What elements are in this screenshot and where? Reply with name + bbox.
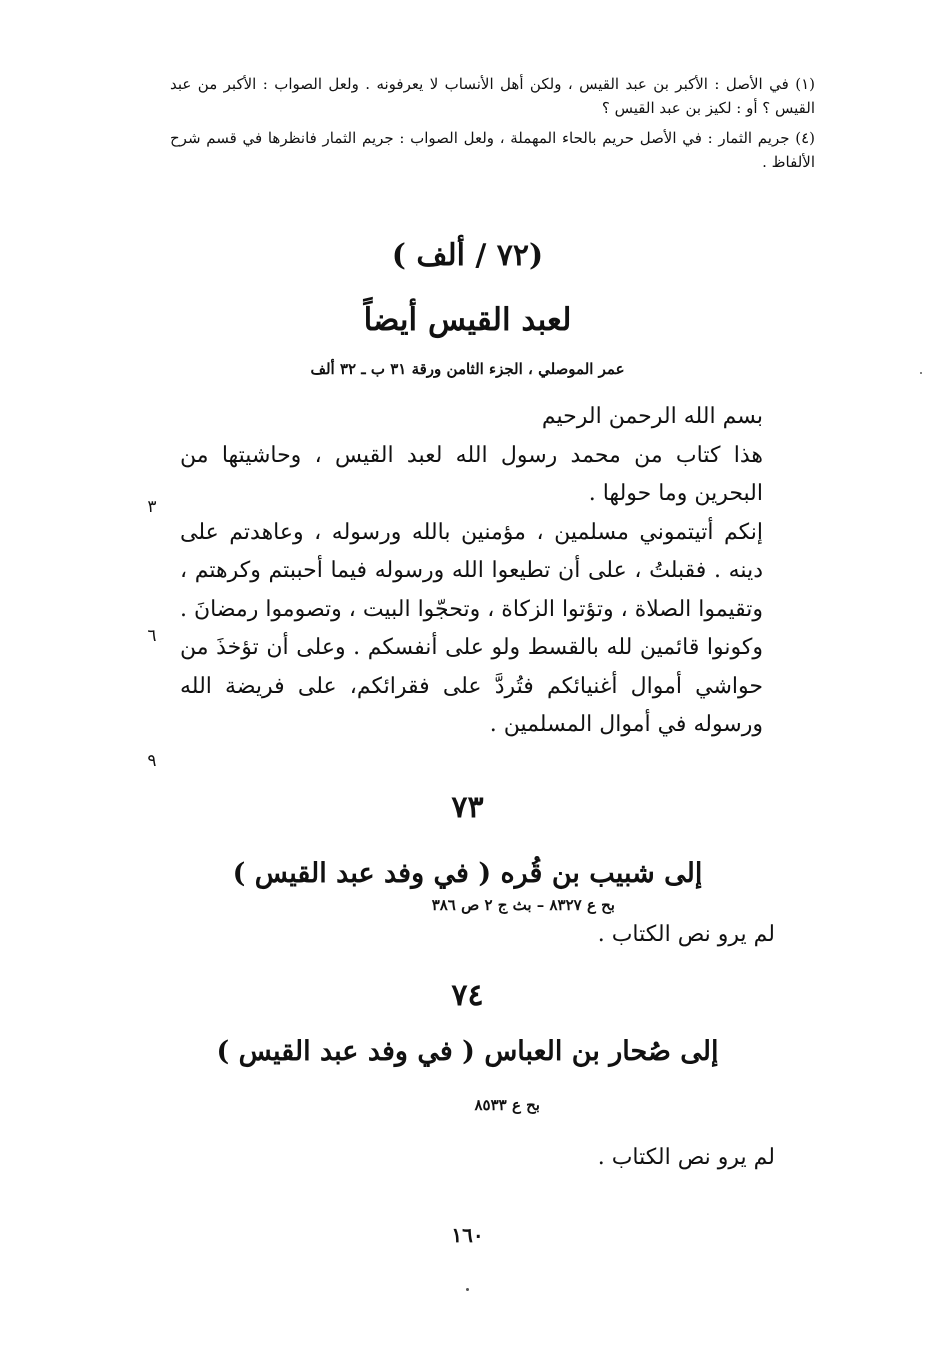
footnotes <box>170 72 815 174</box>
letter-body <box>180 398 815 745</box>
section-73-note: لم يرو نص الكتاب . <box>597 922 775 947</box>
section-74-title: إلى صُحار بن العباس ( في وفد عبد القيس ) <box>216 1036 719 1067</box>
section-74-note: لم يرو نص الكتاب . <box>597 1145 775 1170</box>
section-74-reference: بح ع ٨٥٣٣ <box>474 1096 540 1114</box>
line-number-9: ٩ <box>147 751 157 771</box>
letter-paragraph-1: هذا كتاب من محمد رسول الله لعبد القيس ، وحاشيتها من البحرين وما حولها . <box>180 442 763 506</box>
section-73-number: ٧٣ <box>451 790 484 825</box>
section-73-title: إلى شبيب بن قُره ( في وفد عبد القيس ) <box>232 858 703 889</box>
letter-paragraph-2: إنكم أتيتموني مسلمين ، مؤمنين بالله ورسوله ، وعاهدتم على دينه . فقبلتُ ، على أن تطيعوا الله ورسوله فيما أحببتم وكرهتم ، وتقيموا الصلاة ، وتؤتوا الزكاة ، وتحجّوا البيت ، وتصوموا رمضانَ . وكونوا قائمين لله بالقسط ولو على أنفسكم . وعلى أن تؤخذَ من حواشي أموال أغنيائكم فتُردَّ على فقرائكم، على فريضة الله ورسوله في أموال المسلمين . <box>180 519 763 737</box>
section-74-number: ٧٤ <box>451 978 484 1013</box>
footnote-1: (١) في الأصل : الأكبر بن عبد القيس ، ولكن أهل الأنساب لا يعرفونه . ولعل الصواب : الأكبر من عبد القيس ؟ أو : لكيز بن عبد القيس ؟ <box>170 75 815 117</box>
footnote-4: (٤) جريم الثمار : في الأصل حريم بالحاء المهملة ، ولعل الصواب : جريم الثمار فانظرها في قسم شرح الألفاظ . <box>170 129 815 171</box>
page-number: ١٦٠ <box>451 1223 484 1247</box>
scan-speck <box>920 372 922 374</box>
section-73-reference: بح ع ٨٣٢٧ – بث ج ٢ ص ٣٨٦ <box>431 896 615 914</box>
section-72-heading: (٧٢ / ألف ) <box>391 238 544 273</box>
basmala: بسم الله الرحمن الرحيم <box>541 404 763 429</box>
line-number-6: ٦ <box>147 626 157 646</box>
section-72-title: لعبد القيس أيضاً <box>363 302 572 338</box>
scan-speck <box>466 1288 469 1291</box>
line-number-3: ٣ <box>147 497 157 517</box>
section-72-source: عمر الموصلي ، الجزء الثامن ورقة ٣١ ب ـ ٣٢ ألف <box>310 360 625 378</box>
